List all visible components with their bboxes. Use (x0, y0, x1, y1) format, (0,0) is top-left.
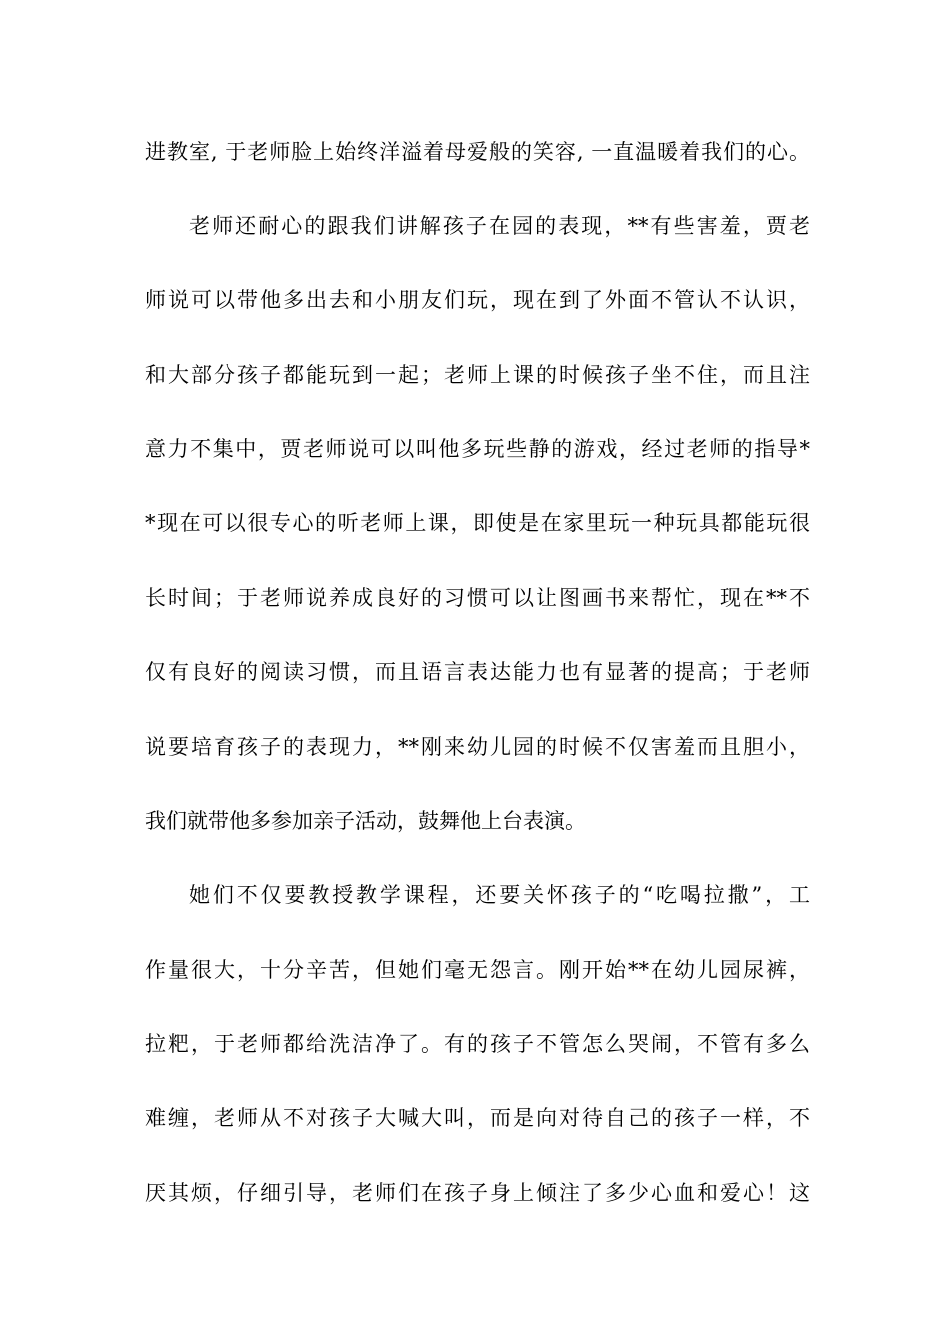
text-line-6: *现在可以很专心的听老师上课，即使是在家里玩一种玩具都能玩很 (145, 511, 810, 535)
text-line-15: 厌其烦，仔细引导，老师们在孩子身上倾注了多少心血和爱心！这 (145, 1181, 810, 1205)
text-line-8: 仅有良好的阅读习惯，而且语言表达能力也有显著的提高；于老师 (145, 660, 810, 684)
text-line-7: 长时间；于老师说养成良好的习惯可以让图画书来帮忙，现在**不 (145, 586, 810, 610)
text-line-14: 难缠，老师从不对孩子大喊大叫，而是向对待自己的孩子一样，不 (145, 1106, 810, 1130)
text-line-11: 她们不仅要教授教学课程，还要关怀孩子的“吃喝拉撒”，工 (189, 883, 810, 907)
text-line-5: 意力不集中，贾老师说可以叫他多玩些静的游戏，经过老师的指导* (145, 437, 810, 461)
text-line-3: 师说可以带他多出去和小朋友们玩，现在到了外面不管认不认识， (145, 288, 810, 312)
text-line-1: 进教室, 于老师脸上始终洋溢着母爱般的笑容, 一直温暖着我们的心。 (145, 140, 810, 164)
text-line-12: 作量很大，十分辛苦，但她们毫无怨言。刚开始**在幼儿园尿裤， (145, 958, 810, 982)
text-line-13: 拉粑，于老师都给洗洁净了。有的孩子不管怎么哭闹，不管有多么 (145, 1032, 810, 1056)
text-line-10: 我们就带他多参加亲子活动，鼓舞他上台表演。 (145, 809, 586, 833)
text-line-9: 说要培育孩子的表现力，**刚来幼儿园的时候不仅害羞而且胆小， (145, 735, 810, 759)
text-line-4: 和大部分孩子都能玩到一起；老师上课的时候孩子坐不住，而且注 (145, 363, 810, 387)
text-line-2: 老师还耐心的跟我们讲解孩子在园的表现，**有些害羞，贾老 (189, 214, 810, 238)
